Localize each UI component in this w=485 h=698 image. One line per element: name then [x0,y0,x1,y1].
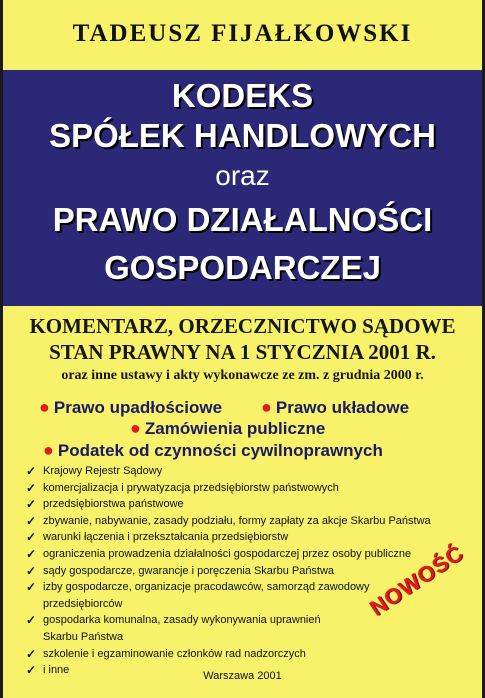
bullet-label: Zamówienia publiczne [144,419,326,438]
check-icon: ✓ [26,663,37,678]
check-icon: ✓ [26,464,37,478]
checklist-label: komercjalizacja i prywatyzacja przedsiębiorstw państwowych [43,481,339,494]
checklist-item [26,480,446,497]
title-band [3,70,482,306]
check-icon: ✓ [26,563,37,578]
bullet-dot-icon: ● [130,418,141,438]
checklist-label: przedsiębiorstwa państwowe [43,498,184,511]
bullet-item [43,440,383,461]
bullet-item [261,397,409,418]
checklist-label: sądy gospodarcze, gwarancje i poręczenia Skarbu Państwa [43,564,335,577]
bullet-item [39,397,222,418]
checklist-item [26,646,446,663]
checklist-label: ograniczenia prowadzenia działalności gospodarczej przez osoby publiczne [43,547,412,560]
new-badge: NOWOŚĆ [365,539,469,621]
checklist-item [26,496,446,513]
checklist-item [26,563,446,580]
bullet-label: Prawo układowe [275,398,410,417]
checklist-item [26,463,446,480]
title-line-3: PRAWO DZIAŁALNOŚCI [52,201,433,238]
bullet-dot-icon: ● [43,440,54,460]
checklist-label: i inne [43,664,70,677]
checklist-item [26,529,446,546]
checklist-continuation: przedsiębiorców [43,597,123,610]
check-icon: ✓ [26,613,37,628]
title-line-1: KODEKS [171,77,314,114]
check-icon: ✓ [26,513,37,528]
checklist-item [26,546,446,563]
checklist-label: warunki łączenia i przekształcania przedsiębiorstw [43,531,289,544]
place-and-year: Warszawa 2001 [203,670,282,682]
subtitle-line-2: STAN PRAWNY NA 1 STYCZNIA 2001 R. [49,340,436,364]
subtitle-line-1: KOMENTARZ, ORZECZNICTWO SĄDOWE [29,314,456,338]
bullet-label: Podatek od czynności cywilnoprawnych [57,441,383,460]
checklist [26,463,446,679]
author-name: TADEUSZ FIJAŁKOWSKI [72,20,413,47]
check-icon: ✓ [26,497,37,512]
checklist-label: gospodarka komunalna, zasady wykonywania uprawnień [43,614,321,627]
check-icon: ✓ [26,646,37,661]
check-icon: ✓ [26,546,37,561]
bullet-dot-icon: ● [39,397,50,417]
bullet-item [130,418,325,439]
checklist-label: izby gospodarcze, organizacje pracodawców, samorząd zawodowy [43,581,370,594]
checklist-label: zbywanie, nabywanie, zasady podziału, formy zapłaty za akcje Skarbu Państwa [43,514,431,527]
checklist-item [26,513,446,530]
bullet-label: Prawo upadłościowe [53,398,223,417]
bullet-dot-icon: ● [261,397,272,417]
title-line-4: GOSPODARCZEJ [104,249,381,286]
check-icon: ✓ [26,580,37,595]
check-icon: ✓ [26,530,37,545]
checklist-label: Krajowy Rejestr Sądowy [43,465,163,477]
checklist-label: szkolenie i egzaminowanie członków rad nadzorczych [43,647,306,660]
subtitle-line-3: oraz inne ustawy i akty wykonawcze ze zm. z grudnia 2000 r. [61,368,424,383]
checklist-continuation: Skarbu Państwa [43,630,124,643]
check-icon: ✓ [26,480,37,495]
title-conjunction: oraz [215,160,270,191]
title-line-2: SPÓŁEK HANDLOWYCH [49,117,436,154]
